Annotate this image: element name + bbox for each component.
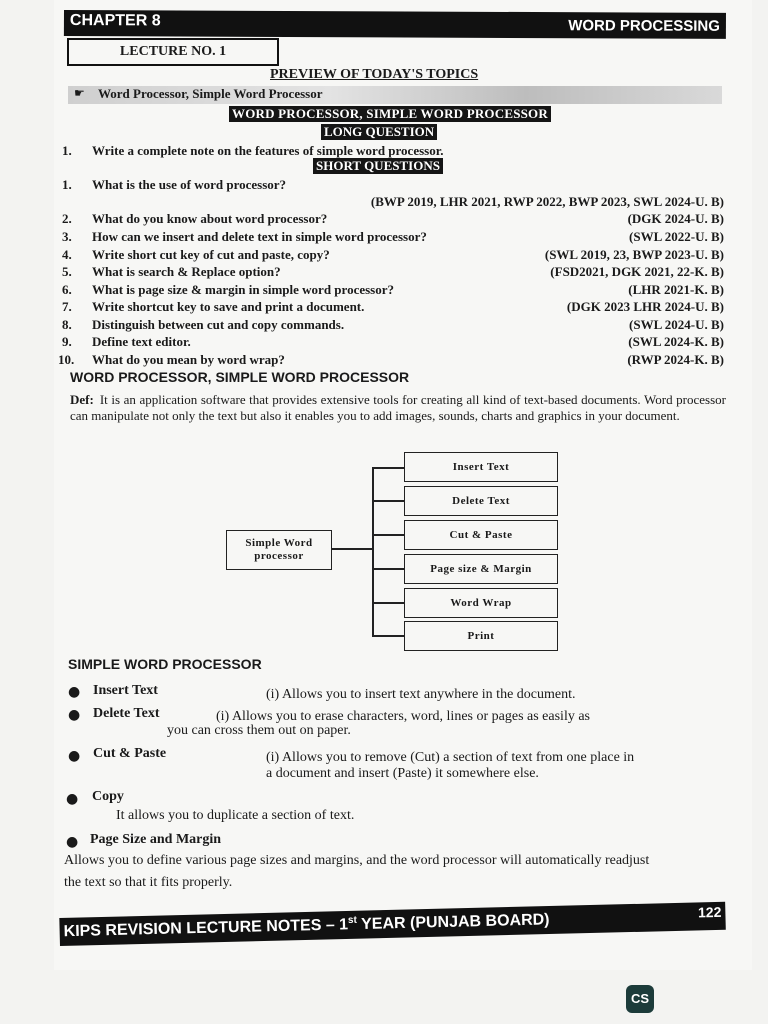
question-text: How can we insert and delete text in simple word processor? — [92, 229, 427, 244]
feature-term: Cut & Paste — [93, 746, 167, 761]
question-reference: (SWL 2022-U. B) — [629, 229, 724, 244]
question-text: What is the use of word processor? — [92, 177, 287, 192]
topic-text: Word Processor, Simple Word Processor — [98, 86, 323, 101]
feature-description: Allows you to define various page sizes and margins, and the word processor will automatically readjust — [64, 853, 650, 868]
long-question-text: Write a complete note on the features of simple word processor. — [92, 143, 444, 158]
question-text: What do you know about word processor? — [92, 211, 328, 226]
diagram-branch-box: Word Wrap — [404, 588, 558, 618]
question-reference: (DGK 2024-U. B) — [627, 211, 724, 226]
feature-description: (i) Allows you to erase characters, word, lines or pages as easily as — [216, 709, 590, 724]
question-number: 5. — [62, 264, 72, 279]
footer-text-part: KIPS REVISION LECTURE NOTES – 1 — [63, 916, 349, 941]
question-text: What is search & Replace option? — [92, 264, 281, 279]
feature-description: (i) Allows you to insert text anywhere in the document. — [266, 687, 576, 702]
simple-word-processor-heading: SIMPLE WORD PROCESSOR — [68, 656, 262, 672]
question-reference: (SWL 2024-U. B) — [629, 317, 724, 332]
feature-description: It allows you to duplicate a section of text. — [116, 808, 355, 823]
lecture-number: LECTURE NO. 1 — [67, 38, 279, 66]
feature-description: you can cross them out on paper. — [167, 723, 351, 738]
word-processor-heading: WORD PROCESSOR, SIMPLE WORD PROCESSOR — [70, 369, 410, 385]
chapter-header-bar — [64, 10, 726, 39]
chapter-title: CHAPTER 8 — [69, 12, 161, 30]
question-number: 8. — [62, 317, 72, 332]
question-number: 2. — [62, 211, 72, 226]
long-question-heading: LONG QUESTION — [321, 124, 437, 140]
feature-term: Insert Text — [93, 683, 158, 698]
question-number: 10. — [58, 352, 75, 367]
definition-text: It is an application software that provides extensive tools for creating all kind of text-based documents. Word processor can manipulate not only the text but also it enables you to add images, sounds, charts and graphics in your document. — [70, 392, 726, 423]
bullet-icon: ● — [68, 707, 81, 723]
feature-term: Delete Text — [93, 706, 160, 721]
question-reference: (LHR 2021-K. B) — [628, 282, 724, 297]
diagram-connector — [372, 602, 404, 604]
subject-title: WORD PROCESSING — [568, 17, 720, 35]
diagram-connector — [372, 635, 404, 637]
page-number: 122 — [697, 903, 722, 921]
diagram-connector — [372, 500, 404, 502]
definition-paragraph — [70, 392, 726, 424]
question-text: What is page size & margin in simple word processor? — [92, 282, 394, 297]
definition-label: Def: — [70, 392, 94, 407]
short-questions-heading: SHORT QUESTIONS — [313, 158, 443, 174]
question-text: Define text editor. — [92, 334, 191, 349]
question-text: Write short cut key of cut and paste, copy? — [92, 247, 330, 262]
question-number: 6. — [62, 282, 72, 297]
long-question-number: 1. — [62, 143, 72, 158]
diagram-trunk-line — [372, 467, 374, 636]
question-reference: (SWL 2019, 23, BWP 2023-U. B) — [544, 247, 724, 262]
diagram-root-box: Simple Word processor — [226, 530, 332, 570]
question-text: Write shortcut key to save and print a document. — [92, 299, 365, 314]
bullet-icon: ● — [68, 684, 81, 700]
diagram-connector — [372, 534, 404, 536]
diagram-branch-box: Page size & Margin — [404, 554, 558, 584]
question-number: 4. — [62, 247, 72, 262]
question-number: 3. — [62, 229, 72, 244]
feature-term: Page Size and Margin — [90, 832, 222, 847]
feature-description: the text so that it fits properly. — [64, 875, 233, 890]
question-text: Distinguish between cut and copy commands. — [92, 317, 345, 332]
feature-description: a document and insert (Paste) it somewhere else. — [266, 766, 539, 781]
diagram-connector — [331, 548, 373, 550]
diagram-branch-box: Cut & Paste — [404, 520, 558, 550]
bullet-icon: ● — [66, 834, 79, 850]
feature-description: (i) Allows you to remove (Cut) a section of text from one place in — [266, 750, 635, 765]
section-heading: WORD PROCESSOR, SIMPLE WORD PROCESSOR — [229, 106, 551, 122]
bullet-icon: ● — [68, 748, 81, 764]
footer-superscript: st — [347, 914, 357, 926]
diagram-connector — [372, 568, 404, 570]
pointing-hand-icon: ☛ — [74, 86, 85, 100]
feature-term: Copy — [92, 789, 124, 804]
diagram-branch-box: Print — [404, 621, 558, 651]
question-text: What do you mean by word wrap? — [92, 352, 285, 367]
question-reference: (DGK 2023 LHR 2024-U. B) — [566, 299, 724, 314]
camscanner-logo: CS — [626, 985, 654, 1013]
question-number: 1. — [62, 177, 72, 192]
question-reference: (FSD2021, DGK 2021, 22-K. B) — [550, 264, 724, 279]
bullet-icon: ● — [66, 791, 79, 807]
preview-heading: PREVIEW OF TODAY'S TOPICS — [270, 67, 479, 82]
diagram-branch-box: Insert Text — [404, 452, 558, 482]
question-number: 9. — [62, 334, 72, 349]
diagram-connector — [372, 467, 404, 469]
question-number: 7. — [62, 299, 72, 314]
question-reference: (BWP 2019, LHR 2021, RWP 2022, BWP 2023, SWL 2024-U. B) — [370, 194, 724, 209]
question-reference: (SWL 2024-K. B) — [628, 334, 724, 349]
topic-bar — [68, 86, 722, 104]
footer-text-part: YEAR (PUNJAB BOARD) — [356, 911, 550, 934]
diagram-branch-box: Delete Text — [404, 486, 558, 516]
question-reference: (RWP 2024-K. B) — [627, 352, 724, 367]
